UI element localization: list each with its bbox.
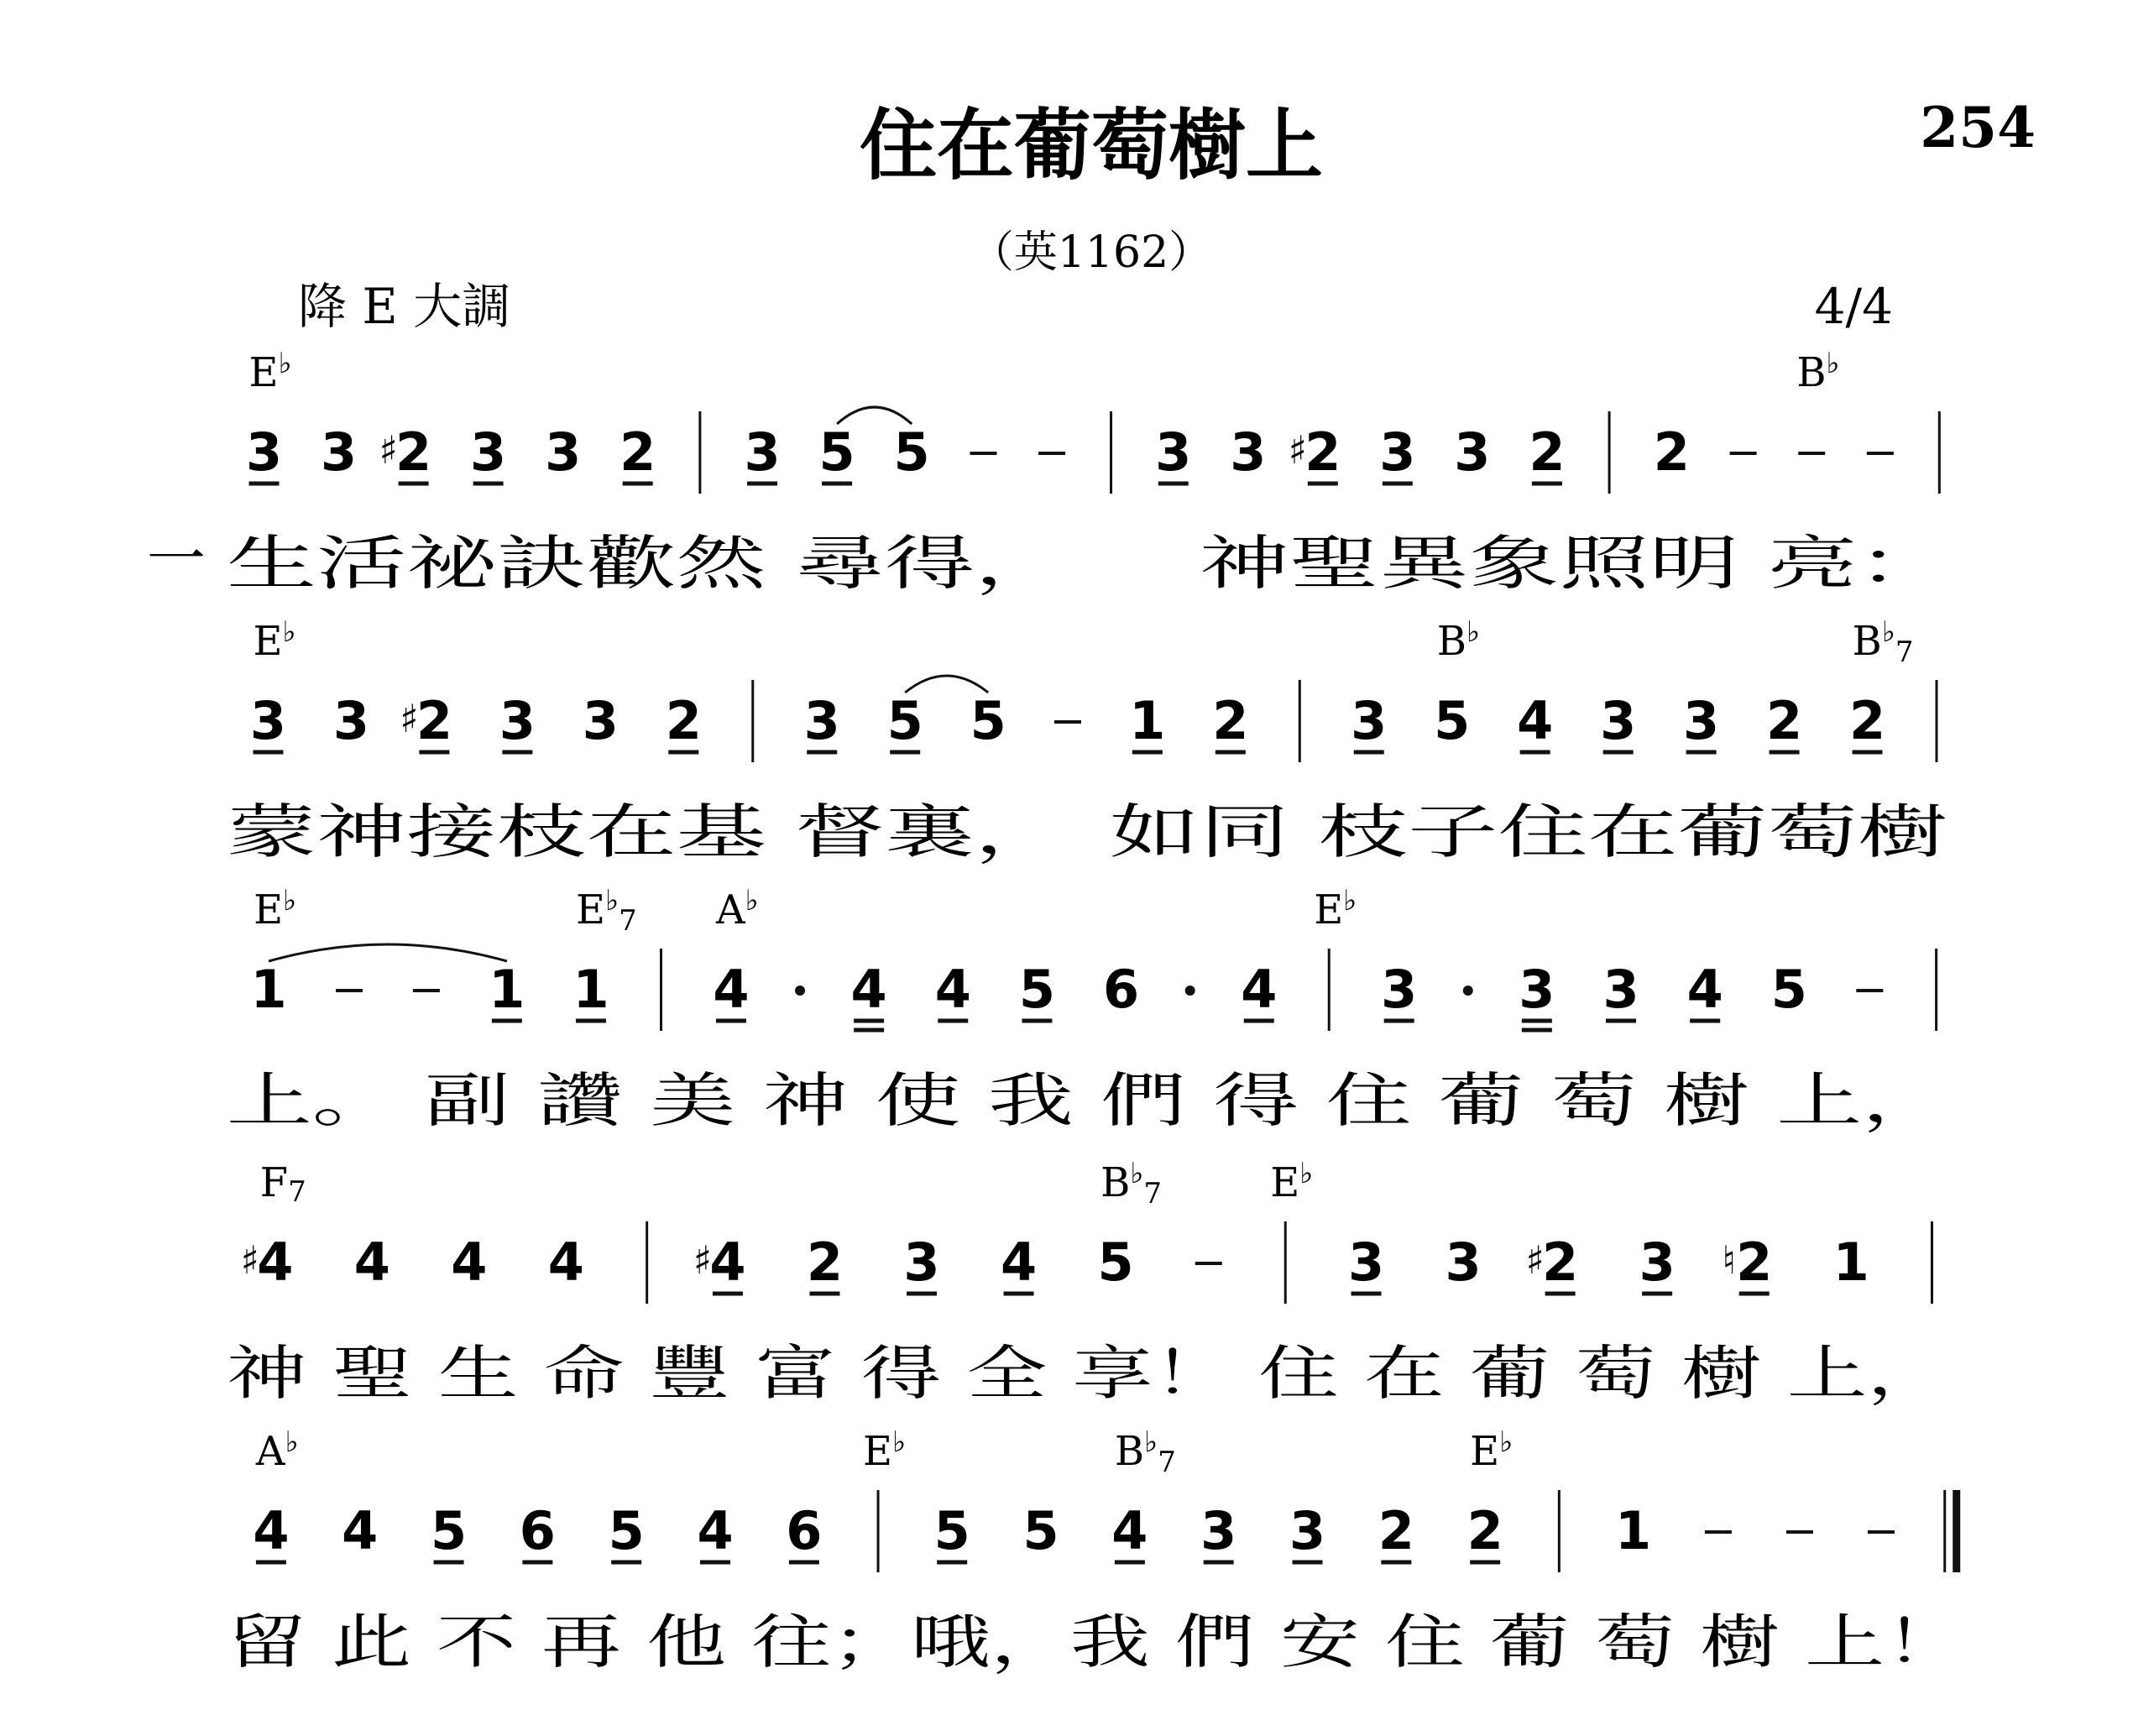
system-2 [227,615,1947,866]
jianpu-note: 4 [697,1500,734,1561]
chord-root: F [259,1159,289,1206]
jianpu-note: 4 [713,959,750,1020]
chord-flat: ♭ [1466,615,1481,649]
jianpu-note: 5 [818,421,855,483]
chord-flat: ♭ [278,347,292,380]
chord-symbol [255,1425,299,1475]
jianpu-note: 5 [1097,1231,1134,1293]
chord-symbol [576,884,637,938]
accidental-mark: ♯ [379,427,398,473]
chord-symbol [1853,615,1914,669]
chord-symbol [1796,347,1839,396]
jianpu-note: 3 [1379,421,1416,483]
chord-root: B [1436,618,1467,665]
jianpu-note: 5 [608,1500,645,1561]
chord-symbol [1270,1157,1313,1206]
jianpu-note: 2 [1542,1231,1579,1293]
chord-root: E [576,886,606,933]
jianpu-note: 4 [709,1231,746,1293]
jianpu-note: 5 [886,690,923,751]
jianpu-note: 2 [806,1231,844,1293]
chord-root: E [253,618,283,665]
jianpu-note: 2 [620,421,656,483]
jianpu-note: 3 [1347,1231,1385,1293]
chord-symbol [1100,1157,1162,1210]
chord-root: E [863,1428,893,1475]
jianpu-note: 4 [257,1231,294,1293]
jianpu-note: 5 [1018,959,1056,1020]
accidental-mark: ♯ [693,1237,713,1283]
dot-mark [1185,986,1195,996]
jianpu-note: 4 [253,1500,290,1561]
chord-root: E [248,349,279,396]
lyric-line: 留 此 不 再 他 往；哦，我 們 安 住 葡 萄 樹 上！ [227,1608,1964,1676]
chord-root: E [254,886,284,933]
jianpu-note: 5 [970,690,1006,751]
jianpu-note: 4 [342,1500,379,1561]
jianpu-note: 3 [249,690,287,751]
dot-mark [1463,986,1473,996]
hymn-title: 住在葡萄樹上 [859,101,1324,191]
jianpu-note: 4 [1000,1231,1038,1293]
jianpu-note: 2 [1529,421,1566,483]
chord-flat: ♭ [282,615,296,649]
chord-root: A [255,1428,285,1475]
chord-flat: ♭ [285,1425,299,1459]
chord-seventh: 7 [619,904,637,938]
jianpu-note: 3 [1445,1231,1482,1293]
chord-symbol [260,1159,306,1209]
jianpu-note: 3 [545,421,582,483]
jianpu-note: 3 [1454,421,1491,483]
accidental-mark: ♯ [1525,1237,1545,1283]
jianpu-note: 4 [1517,690,1554,751]
system-4 [227,1157,1947,1408]
chord-root: B [1852,618,1882,665]
accidental-mark: ♮ [1722,1237,1736,1283]
dot-mark [795,986,805,996]
jianpu-note: 3 [1200,1500,1237,1561]
accidental-mark: ♯ [1288,427,1307,473]
chord-seventh: 7 [1143,1177,1163,1210]
jianpu-note: 4 [451,1231,488,1293]
chord-root: E [1470,1428,1500,1475]
chord-symbol [1115,1425,1176,1479]
chord-flat: ♭ [745,884,759,918]
chord-symbol [249,347,292,396]
chord-seventh: 7 [288,1175,306,1209]
chord-root: B [1114,1428,1145,1475]
chord-flat: ♭ [283,884,297,918]
time-signature: 4/4 [1814,278,1893,335]
jianpu-note: 6 [519,1500,556,1561]
jianpu-note: 3 [1639,1231,1676,1293]
jianpu-note: 3 [744,421,781,483]
jianpu-note: 2 [1848,690,1886,751]
jianpu-note: 4 [1111,1500,1148,1561]
jianpu-note: 3 [320,421,358,483]
jianpu-note: 2 [1304,421,1341,483]
chord-flat: ♭ [1826,347,1840,380]
jianpu-note: 3 [332,690,370,751]
system-5 [227,1425,1964,1676]
chord-seventh: 7 [1895,635,1914,669]
chord-symbol [1470,1425,1513,1475]
jianpu-note: 5 [933,1500,970,1561]
lyric-line: 上。 副 讚 美 神 使 我 們 得 住 葡 萄 樹 上， [227,1066,1947,1135]
jianpu-note: 3 [1683,690,1720,751]
chord-flat: ♭ [1144,1425,1158,1459]
jianpu-note: 3 [1519,959,1555,1020]
verse-number: 一 [147,525,206,593]
jianpu-note: 3 [1155,421,1192,483]
jianpu-note: 5 [1770,959,1807,1020]
chord-flat: ♭ [1343,884,1357,918]
jianpu-note: 3 [1289,1500,1326,1561]
chord-root: B [1796,349,1827,396]
jianpu-note: 1 [572,959,609,1020]
lyric-line: 蒙神接枝在基 督裏， 如同 枝子住在葡萄樹 [227,797,1947,866]
chord-symbol [863,1425,906,1475]
jianpu-note: 2 [1466,1500,1503,1561]
chord-root: B [1100,1159,1131,1206]
system-1 [227,347,1947,598]
chord-root: E [1314,886,1344,933]
jianpu-note: 4 [1686,959,1723,1020]
jianpu-note: 3 [582,690,619,751]
chord-flat: ♭ [605,884,620,918]
jianpu-note: 5 [893,421,930,483]
english-hymn-reference: （英1162） [970,227,1213,278]
jianpu-note: 1 [1832,1231,1869,1293]
jianpu-note: 4 [1241,959,1278,1020]
jianpu-note: 2 [1766,690,1803,751]
jianpu-note: 2 [1212,690,1249,751]
jianpu-note: 1 [489,959,525,1020]
jianpu-note: 3 [803,690,840,751]
accidental-mark: ♯ [240,1237,259,1283]
jianpu-note: 3 [1600,690,1637,751]
lyric-line: 生活祕訣歡然 尋得， 神聖異象照明 亮： [227,529,1947,598]
jianpu-note: 1 [1129,690,1166,751]
jianpu-note: 1 [1614,1500,1652,1561]
jianpu-note: 3 [903,1231,940,1293]
jianpu-note: 2 [1378,1500,1414,1561]
jianpu-note: 5 [1434,690,1471,751]
jianpu-note: 6 [786,1500,823,1561]
chord-seventh: 7 [1158,1446,1176,1479]
jianpu-note: 2 [665,690,702,751]
jianpu-note: 2 [395,421,432,483]
jianpu-note: 2 [1736,1231,1773,1293]
jianpu-note: 5 [430,1500,468,1561]
jianpu-note: 4 [934,959,971,1020]
chord-flat: ♭ [1881,615,1895,649]
jianpu-note: 4 [547,1231,584,1293]
jianpu-note: 2 [416,690,452,751]
chord-symbol [254,884,296,933]
slur-tie [269,944,507,961]
chord-symbol [715,884,759,933]
chord-flat: ♭ [1499,1425,1513,1459]
chord-flat: ♭ [892,1425,907,1459]
jianpu-note: 4 [353,1231,390,1293]
chord-symbol [1437,615,1480,665]
chord-root: E [1270,1159,1300,1206]
jianpu-note: 3 [470,421,507,483]
chord-flat: ♭ [1299,1157,1314,1190]
jianpu-note: 3 [1381,959,1418,1020]
jianpu-note: 2 [1653,421,1690,483]
jianpu-note: 3 [245,421,283,483]
chord-flat: ♭ [1130,1157,1144,1190]
jianpu-note: 6 [1103,959,1140,1020]
music-systems [227,347,1964,1676]
jianpu-note: 5 [1022,1500,1059,1561]
chord-root: A [715,886,745,933]
lyric-line: 神 聖 生 命 豐 富 得 全 享！ 住 在 葡 萄 樹 上， [227,1339,1947,1408]
system-3 [227,884,1947,1135]
chord-symbol [253,615,295,665]
accidental-mark: ♯ [400,696,419,741]
jianpu-note: 3 [1230,421,1267,483]
jianpu-note: 4 [850,959,887,1020]
hymn-number: 254 [1920,95,2036,160]
jianpu-note: 3 [1602,959,1639,1020]
key-signature: 降 E 大調 [298,278,511,335]
jianpu-note: 1 [250,959,287,1020]
jianpu-note: 3 [1351,690,1388,751]
chord-symbol [1314,884,1357,933]
jianpu-note: 3 [499,690,536,751]
